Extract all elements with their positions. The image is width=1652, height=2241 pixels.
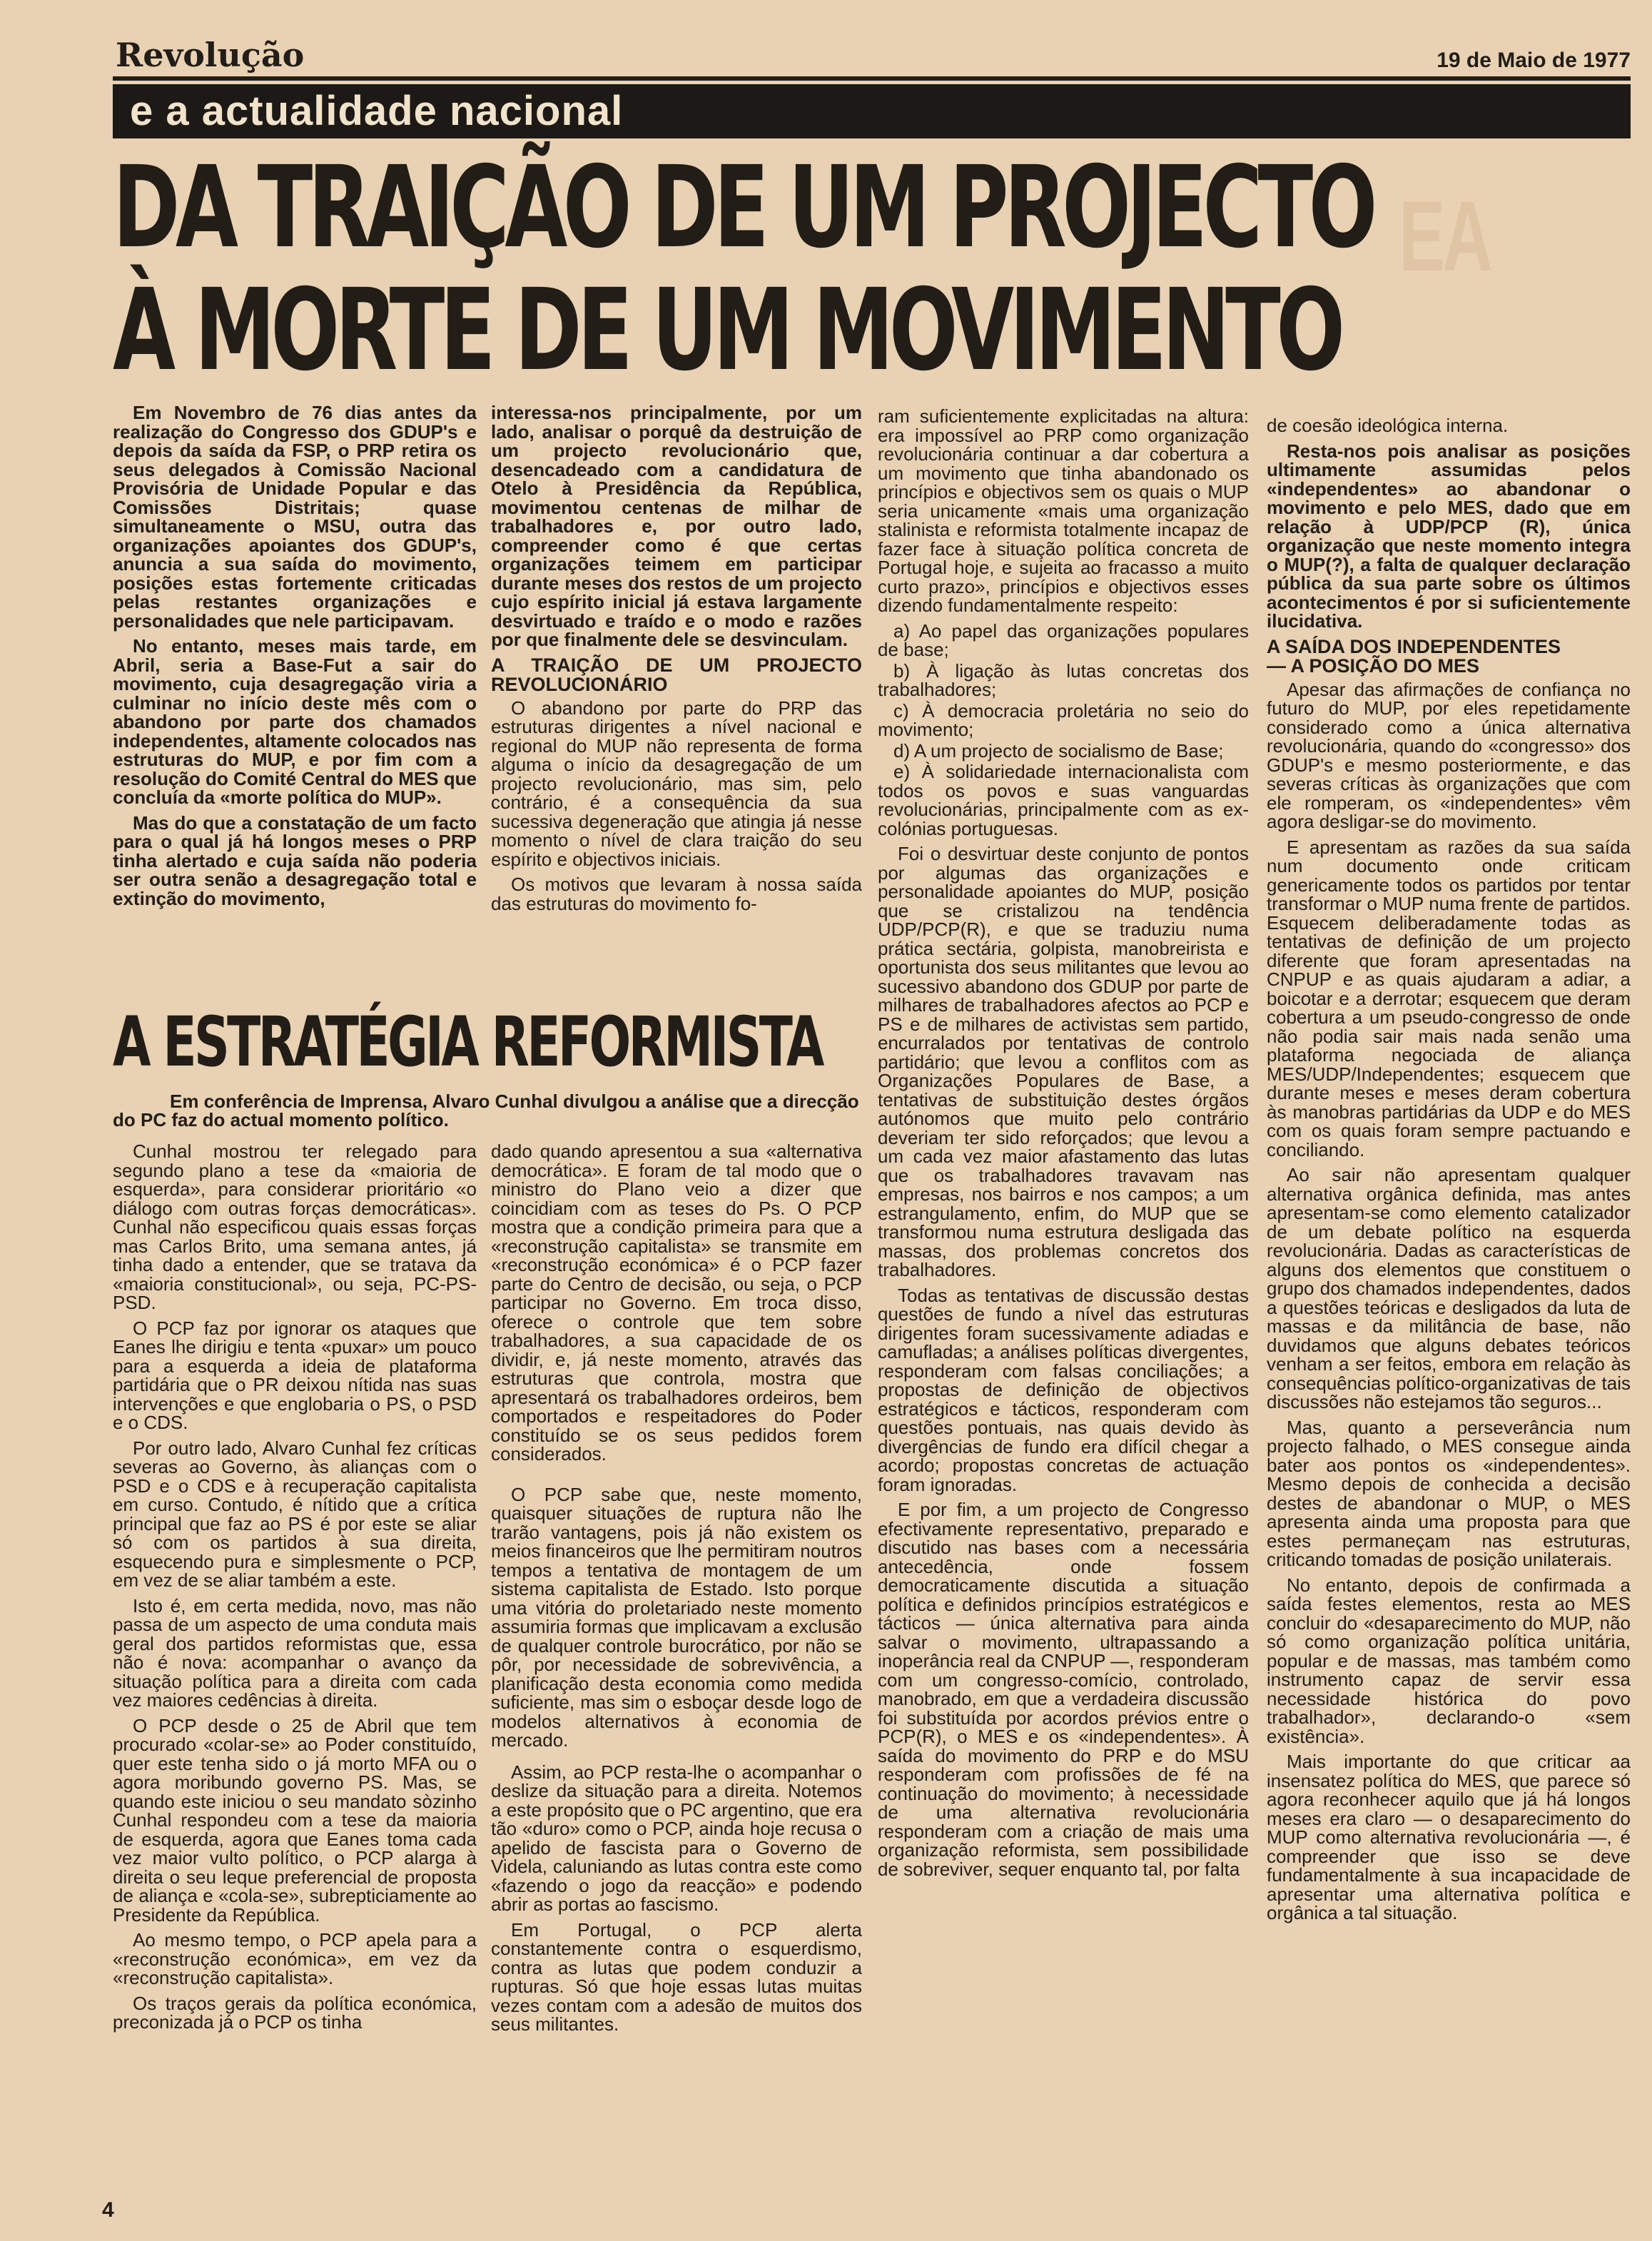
list-item: e) À solidariedade internacionalista com todos os povos e suas vanguardas revolucionárias, principalmente com as ex-colónias portuguesas. [878,761,1249,839]
article1-column-2 [491,403,862,999]
paragraph: Cunhal mostrou ter relegado para segundo plano a tese da «maioria de esquerda», para considerar prioritário «o diálogo com outras forças democráticas». Cunhal não especificou quais essas forças mas Carlos Brito, uma semana antes, já tinha dado a entender, que se tratava da «maioria constitucional», ou seja, PC-PS-PSD. [113,1142,477,1313]
paragraph: Foi o desvirtuar deste conjunto de pontos por algumas das organizações e personalidade apoiantes do MUP, posição que se cristalizou na tendência UDP/PCP(R), e que se traduziu numa prática sectária, golpista, manobreirista e oportunista dos seus militantes que levou ao sucessivo abandono dos GDUP por parte de milhares de trabalhadores afectos ao PCP e PS e de milhares de activistas sem partido, encurralados por tentativas de controlo partidário; que levou a conflitos com as Organizações Populares de Base, a tentativas de substituição destes órgãos autónomos que muito pelo contrário deveriam ter sido reforçados; que levou a um cada vez maior afastamento das lutas que os trabalhadores travavam nas empresas, nos bairros e nos campos; a um estrangulamento, enfim, do MUP que se transformou numa estrutura desligada das massas, dos problemas concretos dos trabalhadores. [878,843,1249,1280]
paragraph: No entanto, depois de confirmada a saída festes elementos, resta ao MES concluir do «desaparecimento do MUP, não só como organização política unitária, popular e de massas, mas também como instrumento capaz de servir essa necessidade histórica do povo trabalhador», declarando-o «sem existência». [1267,1574,1631,1747]
paragraph: Ao mesmo tempo, o PCP apela para a «reconstrução económica», em vez da «reconstrução capitalista». [113,1929,477,1988]
paragraph: E apresentam as razões da sua saída num documento onde criticam genericamente todos os partidos por tentar transformar o MUP numa frente de partidos. Esquecem deliberadamente todas as tentativas de definição de um projecto diferente que foram apresentadas na CNPUP e as quais ajudaram a adiar, a boicotar e a derrotar; esquecem que deram cobertura a um pseudo-congresso de onde não podia sair mais nada senão uma plataforma negociada de aliança MES/UDP/Independentes; esquecem que durante meses e meses deram cobertura às manobras partidárias da UDP e do MES com os quais foram sempre pactuando e conciliando. [1267,836,1631,1160]
paragraph: Mais importante do que criticar aa insensatez política do MES, que parece só agora reconhecer aquilo que já há longos meses era claro — o desaparecimento do MUP como alternativa revolucionária —, é compreender que isso se deve fundamentalmente à sua incapacidade de apresentar uma alternativa política e orgânica a tal situação. [1267,1751,1631,1923]
paragraph: Os motivos que levaram à nossa saída das estruturas do movimento fo- [491,874,862,914]
subheading: — A POSIÇÃO DO MES [1267,654,1480,677]
masthead: Revolução [116,36,305,74]
paragraph: Por outro lado, Alvaro Cunhal fez críticas severas ao Governo, às alianças com o PSD e o CDS e à recuperação capitalista em curso. Contudo, é nítido que a crítica principal que faz ao PS é por este se aliar só com os partidos à sua direita, esquecendo pura e simplesmente o PCP, em vez de se aliar também a este. [113,1437,477,1591]
subheading: A TRAIÇÃO DE UM PROJECTO REVOLUCIONÁRIO [491,654,862,695]
paragraph: Mas, quanto a perseverância num projecto falhado, o MES consegue ainda bater aos pontos os «independentes». Mesmo depois de conhecida a decisão destes de abandonar o MUP, o MES apresenta ainda uma proposta para que estes permaneçam nas estruturas, criticando tomadas de posição unilaterais. [1267,1416,1631,1570]
headline-line-1: DA TRAIÇÃO DE UM PROJECTO [113,142,1373,273]
list-item: b) À ligação às lutas concretas dos trabalhadores; [878,659,1249,700]
article2-column-1 [113,1142,477,2191]
paragraph: Isto é, em certa medida, novo, mas não passa de um aspecto de uma conduta mais geral dos partidos reformistas que, essa não é nova: acompanhar o avanço da situação política para a direita com cada vez maiores cedências à direita. [113,1594,477,1711]
paragraph: Resta-nos pois analisar as posições ultimamente assumidas pelos «independentes» ao abandonar o movimento e pelo MES, dado que em relação à UDP/PCP (R), única organização que neste momento integra o MUP(?), a falta de qualquer declaração pública da sua parte sobre os últimos acontecimentos é por si suficientemente ilucidativa. [1267,440,1631,632]
issue-date: 19 de Maio de 1977 [1436,49,1631,72]
paragraph: Apesar das afirmações de confiança no futuro do MUP, por eles repetidamente considerado como a única alternativa revolucionária, quando do «congresso» dos GDUP's e mesmo posteriormente, e das severas críticas às organizações que com ele romperam, os «independentes» vêm agora desligar-se do movimento. [1267,678,1631,832]
section-title: e a actualidade nacional [130,88,624,134]
paragraph: Em Portugal, o PCP alerta constantemente contra o esquerdismo, contra as lutas que podem conduzir a rupturas. Só que hoje essas lutas muitas vezes contam com a adesão de muitos dos seus militantes. [491,1918,862,2035]
header-rule [113,76,1631,81]
article2-title: A ESTRATÉGIA REFORMISTA [113,1002,822,1082]
list-item: c) À democracia proletária no seio do movimento; [878,699,1249,740]
subheading: A SAÍDA DOS INDEPENDENTES [1267,635,1561,657]
list-item: d) A um projecto de socialismo de Base; [893,739,1224,762]
paragraph: dado quando apresentou a sua «alternativa democrática». E foram de tal modo que o ministro do Plano veio a dizer que coincidiam com as teses do Ps. O PCP mostra que a condição primeira para que a «reconstrução capitalista» se transmite em «reconstrução económica» é o PCP fazer parte do Centro de decisão, ou seja, o PCP participar no Governo. Em troca disso, oferece o controle que tem sobre trabalhadores, a sua capacidade de os dividir, e, já neste momento, através das estruturas que controla, mostra que apresentará os trabalhadores ordeiros, bem comportados e respeitadores do Poder constituído se os seus pedidos forem considerados. [491,1142,862,1465]
paragraph: Ao sair não apresentam qualquer alternativa orgânica definida, mas antes apresentam-se como elemento catalizador de um debate político na esquerda revolucionária. Dadas as características de alguns dos elementos que constituem o grupo dos chamados independentes, dados a questões teóricas e desligados da luta de massas e da militância de base, não duvidamos que alguns debates teóricos venham a ser feitos, embora em relação às consequências político-organizativas de tais discussões não estejamos tão seguros... [1267,1164,1631,1412]
article1-column-1 [113,403,477,996]
section-banner [113,84,1631,138]
article1-column-4 [1267,416,1631,2186]
paragraph: Em Novembro de 76 dias antes da realização do Congresso dos GDUP's e depois da saída da FSP, o PRP retira os seus delegados à Comissão Nacional Provisória de Unidade Popular e das Comissões Distritais; quase simultaneamente o MSU, outra das organizações apoiantes dos GDUP's, anuncia a sua saída do movimento, posições estas fortemente criticadas pelas restantes organizações e personalidades que nele participavam. [113,403,477,632]
paragraph: Os traços gerais da política económica, preconizada já o PCP os tinha [113,1992,477,2033]
list-item: a) Ao papel das organizações populares de base; [878,619,1249,660]
objectives-list [878,619,1249,839]
article1-column-3 [878,407,1249,2184]
page-number: 4 [102,2198,114,2222]
article2-lead: Em conferência de Imprensa, Alvaro Cunhal divulgou a análise que a direcção do PC faz do actual momento político. [113,1091,859,1130]
main-headline [113,142,1373,396]
headline-line-2: À MORTE DE UM MOVIMENTO [113,265,1341,396]
paragraph: O PCP desde o 25 de Abril que tem procurado «colar-se» ao Poder constituído, quer este tenha sido o já morto MFA ou o agora moribundo governo PS. Mas, se quando este iniciou o seu mandato sòzinho Cunhal respondeu com a tese da maioria de esquerda, agora que Eanes toma cada vez maior vulto político, o PCP alarga à direita o seu leque preferencial de proposta de aliança e «cola-se», subrepticiamente ao Presidente da República. [113,1714,477,1926]
paragraph: O PCP sabe que, neste momento, quaisquer situações de ruptura não lhe trarão vantagens, pois já não existem os meios financeiros que lhe permitiram noutros tempos a tentativa de montagem de um sistema capitalista de Estado. Isto porque uma vitória do proletariado neste momento assumiria formas que implicavam a exclusão de qualquer controle burocrático, por não se pôr, por necessidade de sobrevivência, a planificação desta economia como medida suficiente, mas sim o esboçar desde logo de modelos alternativos à economia de mercado. [491,1483,862,1751]
paragraph: de coesão ideológica interna. [1267,416,1509,436]
article2-column-2 [491,1142,862,2191]
paragraph: Assim, ao PCP resta-lhe o acompanhar o deslize da situação para a direita. Notemos a este propósito que o PC argentino, que era tão «duro» como o PCP, ainda hoje recusa o apelido de fascista para o Governo de Videla, caluniando as lutas contra este como «fazendo o jogo da reacção» e podendo abrir as portas ao fascismo. [491,1761,862,1915]
paragraph: Mas do que a constatação de um facto para o qual já há longos meses o PRP tinha alertado e cuja saída não poderia ser outra senão a desagregação total e extinção do movimento, [113,811,477,909]
bleed-through-text: EA [1399,180,1490,292]
paragraph: No entanto, meses mais tarde, em Abril, seria a Base-Fut a sair do movimento, cuja desagregação viria a culminar no início deste mês com o abandono por parte dos chamados independentes, altamente colocados nas estruturas do MUP, e por fim com a resolução do Comité Central do MES que concluía da «morte política do MUP». [113,635,477,808]
paragraph: O abandono por parte do PRP das estruturas dirigentes a nível nacional e regional do MUP não representa de forma alguma o início da desagregação de um projecto revolucionário, mas sim, pelo contrário, é a consequência da sua sucessiva degeneração que atingia já nesse momento o nível de clara traição do seu espírito e objectivos iniciais. [491,697,862,870]
paragraph: Todas as tentativas de discussão destas questões de fundo a nível das estruturas dirigentes foram sucessivamente adiadas e camufladas; a análises políticas divergentes, responderam com falsas conciliações; a propostas de definição de objectivos estratégicos e tácticos, responderam com questões pontuais, nas quais devido às divergências de fundo era difícil chegar a acordo; propostas concretas de actuação foram ignoradas. [878,1284,1249,1495]
paragraph: interessa-nos principalmente, por um lado, analisar o porquê da destruição de um projecto revolucionário que, desencadeado com a candidatura de Otelo à Presidência da República, movimentou centenas de milhar de trabalhadores e, por outro lado, compreender como é que certas organizações teimem em participar durante meses dos restos de um projecto cujo espírito inicial já estava largamente desvirtuado e traído e o modo e razões por que finalmente dele se desvinculam. [491,403,862,650]
paragraph: ram suficientemente explicitadas na altura: era impossível ao PRP como organização revolucionária continuar a dar cobertura a um movimento que tinha abandonado os princípios e objectivos sem os quais o MUP seria unicamente «mais uma organização stalinista e reformista totalmente incapaz de fazer face à situação política concreta de Portugal hoje, e sujeita ao fracasso a muito curto prazo», princípios e objectivos esses dizendo fundamentalmente respeito: [878,407,1249,616]
paragraph: E por fim, a um projecto de Congresso efectivamente representativo, preparado e discutido nas bases com a necessária antecedência, onde fossem democraticamente discutida a situação política e definidos princípios estratégicos e tácticos — única alternativa para ainda salvar o movimento, ultrapassando a inoperância real da CNPUP —, responderam com um congresso-comício, controlado, manobrado, em que a verdadeira discussão foi substituída por acordos prévios entre o PCP(R), o MES e os «independentes». À saída do movimento do PRP e do MSU responderam com profissões de fé na continuação do movimento; à necessidade de uma alternativa revolucionária responderam com a criação de mais uma organização reformista, sem possibilidade de sobreviver, sequer enquanto tal, por falta [878,1499,1249,1880]
paragraph: O PCP faz por ignorar os ataques que Eanes lhe dirigiu e tenta «puxar» um pouco para a esquerda a ideia de plataforma partidária que o PR deixou nítida nas suas intervenções e que englobaria o PS, o PSD e o CDS. [113,1317,477,1433]
